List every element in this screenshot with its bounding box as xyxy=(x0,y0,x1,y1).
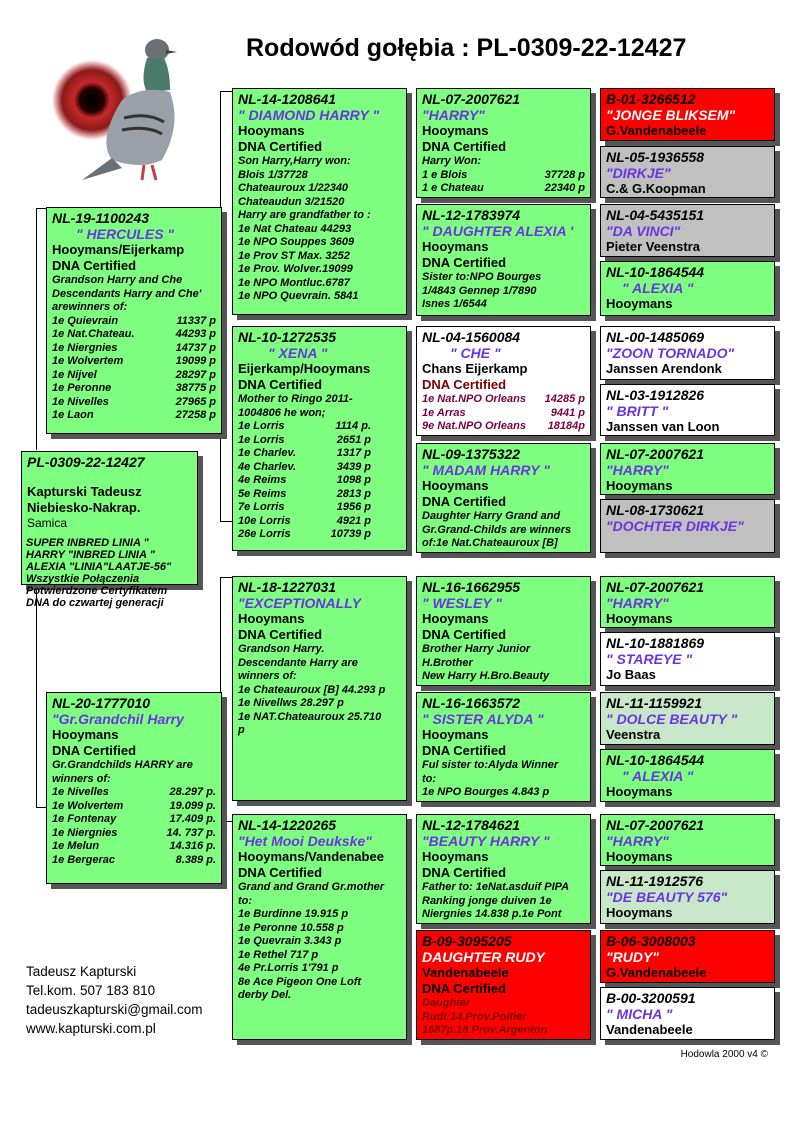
mm-note: 1e Quevrain 3.343 p xyxy=(238,935,342,947)
ff-note: 1e NPO Montluc.6787 xyxy=(238,276,350,289)
mm-note: derby Del. xyxy=(238,989,292,1001)
g4-name: "HARRY" xyxy=(606,595,669,611)
g4-owner: Pieter Veenstra xyxy=(606,239,700,254)
ff-note: Harry are grandfather to : xyxy=(238,209,371,221)
fm-card[interactable] xyxy=(232,326,407,551)
father-note: Descendants Harry and Che' xyxy=(52,287,202,300)
fff-dna: DNA Certified xyxy=(422,139,507,154)
mm-ring: NL-14-1220265 xyxy=(238,817,337,833)
fmm-dna: DNA Certified xyxy=(422,494,507,509)
g4-ring: NL-07-2007621 xyxy=(606,817,705,833)
g4-name: "DIRKJE" xyxy=(606,165,671,181)
g4-ring: NL-10-1881869 xyxy=(606,635,705,651)
mff-note: H.Brother xyxy=(422,656,473,669)
father-result: 1e Peronne 38775 p xyxy=(52,382,216,394)
mf-note: p xyxy=(238,724,245,736)
g4-owner: Hooymans xyxy=(606,849,673,864)
fm-result: 1e Charlev. 1317 p xyxy=(238,447,371,459)
mm-note: 1e Burdinne 19.915 p xyxy=(238,908,349,920)
fmm-owner: Hooymans xyxy=(422,478,489,493)
g4-name: "HARRY" xyxy=(606,833,669,849)
mfm-note: 1e NPO Bourges 4.843 p xyxy=(422,786,550,798)
contact-website[interactable]: www.kapturski.com.pl xyxy=(26,1021,156,1036)
g4-ring: B-01-3266512 xyxy=(606,91,696,107)
g4-owner: Janssen van Loon xyxy=(606,419,720,434)
g4-card[interactable] xyxy=(600,749,775,802)
ff-note: Chateaudun 3/21520 xyxy=(238,195,345,208)
g4-card[interactable] xyxy=(600,204,775,257)
g4-card[interactable] xyxy=(600,870,775,924)
mother-ring: NL-20-1777010 xyxy=(52,695,151,711)
ffm-ring: NL-12-1783974 xyxy=(422,207,521,223)
g4-name: " DOLCE BEAUTY " xyxy=(606,711,738,727)
mmf-ring: NL-12-1784621 xyxy=(422,817,521,833)
g4-owner: Hooymans xyxy=(606,296,673,311)
g4-name: "DE BEAUTY 576" xyxy=(606,889,728,905)
ffm-name: " DAUGHTER ALEXIA ' xyxy=(422,223,574,239)
mmf-note: Father to: 1eNat.asduif PIPA xyxy=(422,881,570,893)
mff-dna: DNA Certified xyxy=(422,627,507,642)
connector xyxy=(36,208,46,209)
mmf-owner: Hooymans xyxy=(422,849,489,864)
ffm-note: 1/4843 Gennep 1/7890 xyxy=(422,284,537,297)
mother-result: 1e Wolvertem 19.099 p. xyxy=(52,799,216,812)
mmm-card[interactable] xyxy=(416,930,591,1040)
footer-version: Hodowla 2000 v4 © xyxy=(680,1049,768,1060)
fff-owner: Hooymans xyxy=(422,123,489,138)
contact-phone: Tel.kom. 507 183 810 xyxy=(26,983,156,998)
mfm-card[interactable] xyxy=(416,692,591,802)
g4-owner: G.Vandenabeele xyxy=(606,123,707,138)
g4-owner: Hooymans xyxy=(606,905,673,920)
father-owner: Hooymans/Eijerkamp xyxy=(52,242,185,257)
subject-ring: PL-0309-22-12427 xyxy=(27,454,145,470)
g4-name: "DOCHTER DIRKJE" xyxy=(606,518,744,534)
father-result: 1e Quievrain 11337 p xyxy=(52,314,216,327)
mother-result: 1e Melun 14.316 p. xyxy=(52,840,216,852)
mother-result: 1e Fontenay 17.409 p. xyxy=(52,813,216,825)
fmf-ring: NL-04-1560084 xyxy=(422,329,521,345)
mmm-note: Rudi:14.Prov.Poitier xyxy=(422,1010,527,1023)
fff-name: "HARRY" xyxy=(422,107,485,123)
fff-result: 1 e Chateau 22340 p xyxy=(422,182,585,194)
father-dna: DNA Certified xyxy=(52,258,137,273)
subject-note: SUPER INBRED LINIA " xyxy=(26,537,149,549)
g4-ring: NL-08-1730621 xyxy=(606,502,705,518)
mother-name: "Gr.Grandchil Harry xyxy=(52,711,184,727)
g4-name: " ALEXIA " xyxy=(622,280,694,296)
g4-ring: NL-10-1864544 xyxy=(606,264,705,280)
g4-ring: NL-07-2007621 xyxy=(606,446,705,462)
g4-ring: NL-10-1864544 xyxy=(606,752,705,768)
father-note: arewinners of: xyxy=(52,301,128,313)
g4-card[interactable] xyxy=(600,88,775,141)
mm-note: 1e Peronne 10.558 p xyxy=(238,921,344,934)
mm-owner: Hooymans/Vandenabee xyxy=(238,849,384,864)
mother-result: 1e Bergerac 8.389 p. xyxy=(52,853,216,866)
mff-note: Brother Harry Junior xyxy=(422,643,531,655)
g4-card[interactable] xyxy=(600,326,775,380)
fff-ring: NL-07-2007621 xyxy=(422,91,521,107)
subject-note: DNA do czwartej generacji xyxy=(26,597,164,609)
g4-owner: Hooymans xyxy=(606,784,673,799)
mm-card[interactable] xyxy=(232,814,407,1040)
fmm-note: Gr.Grand-Childs are winners xyxy=(422,523,572,536)
pigeon-logo xyxy=(52,30,197,190)
mm-note: to: xyxy=(238,894,253,907)
g4-ring: NL-00-1485069 xyxy=(606,329,705,345)
mmf-name: "BEAUTY HARRY " xyxy=(422,833,550,849)
fm-result: 10e Lorris 4921 p xyxy=(238,514,371,527)
g4-name: "ZOON TORNADO" xyxy=(606,345,735,361)
ff-dna: DNA Certified xyxy=(238,139,323,154)
ffm-note: Sister to:NPO Bourges xyxy=(422,271,542,283)
mf-ring: NL-18-1227031 xyxy=(238,579,337,595)
mfm-name: " SISTER ALYDA " xyxy=(422,711,544,727)
ff-note: 1e Prov. Wolver.19099 xyxy=(238,263,353,275)
mf-dna: DNA Certified xyxy=(238,627,323,642)
mmm-name: DAUGHTER RUDY xyxy=(422,949,545,965)
subject-notes xyxy=(26,537,226,609)
page-title: Rodowód gołębia : PL-0309-22-12427 xyxy=(246,34,687,62)
ff-card[interactable] xyxy=(232,88,407,315)
g4-ring: NL-05-1936558 xyxy=(606,149,705,165)
mff-note: New Harry H.Bro.Beauty xyxy=(422,670,550,682)
connector xyxy=(36,807,46,808)
g4-owner: Jo Baas xyxy=(606,667,656,682)
ffm-owner: Hooymans xyxy=(422,239,489,254)
g4-name: " MICHA " xyxy=(606,1006,673,1022)
ffm-card[interactable] xyxy=(416,204,591,316)
ff-note: 1e NPO Souppes 3609 xyxy=(238,236,355,248)
fm-ring: NL-10-1272535 xyxy=(238,329,337,345)
g4-name: " BRITT " xyxy=(606,403,669,419)
g4-ring: NL-03-1912826 xyxy=(606,387,705,403)
fmf-result: 1e Nat.NPO Orleans 14285 p xyxy=(422,393,585,405)
mmm-ring: B-09-3095205 xyxy=(422,933,512,949)
fm-result: 7e Lorris 1956 p xyxy=(238,501,371,513)
ff-note: 1e Prov ST Max. 3252 xyxy=(238,249,350,262)
mmf-dna: DNA Certified xyxy=(422,865,507,880)
fff-result: 1 e Blois 37728 p xyxy=(422,168,585,181)
father-name: " HERCULES " xyxy=(76,226,175,242)
father-result: 1e Niergnies 14737 p xyxy=(52,341,216,354)
g4-card[interactable] xyxy=(600,576,775,628)
ff-note: 1e NPO Quevrain. 5841 xyxy=(238,290,359,302)
g4-owner: Janssen Arendonk xyxy=(606,361,722,376)
fm-note: Mother to Ringo 2011- xyxy=(238,393,353,405)
connector xyxy=(220,91,232,92)
fmf-result: 9e Nat.NPO Orleans 18184p xyxy=(422,420,585,432)
g4-ring: NL-07-2007621 xyxy=(606,579,705,595)
connector xyxy=(36,208,37,450)
ff-note: Blois 1/37728 xyxy=(238,168,308,181)
fmm-card[interactable] xyxy=(416,443,591,553)
g4-name: "RUDY" xyxy=(606,949,659,965)
g4-owner: Hooymans xyxy=(606,478,673,493)
g4-ring: NL-04-5435151 xyxy=(606,207,705,223)
g4-card[interactable] xyxy=(600,987,775,1040)
mmm-note: Daughter xyxy=(422,997,471,1009)
mother-result: 1e Nivelles 28.297 p. xyxy=(52,786,216,798)
g4-name: "HARRY" xyxy=(606,462,669,478)
mmf-note: Ranking jonge duiven 1e xyxy=(422,894,552,907)
mf-note: 1e NAT.Chateauroux 25.710 xyxy=(238,710,382,723)
mff-ring: NL-16-1662955 xyxy=(422,579,521,595)
mother-dna: DNA Certified xyxy=(52,743,137,758)
fff-note: Harry Won: xyxy=(422,155,482,167)
g4-card[interactable] xyxy=(600,930,775,983)
mm-name: "Het Mooi Deukske" xyxy=(238,833,372,849)
g4-owner: Vandenabeele xyxy=(606,1022,693,1037)
mf-note: 1e Nivellws 28.297 p xyxy=(238,697,344,709)
mmf-card[interactable] xyxy=(416,814,591,924)
g4-ring: NL-11-1912576 xyxy=(606,873,704,889)
subject-note: Wszystkie Połączenia xyxy=(26,573,140,585)
mother-owner: Hooymans xyxy=(52,727,119,742)
connector xyxy=(36,585,37,807)
father-ring: NL-19-1100243 xyxy=(52,210,150,226)
mm-note: 1e Rethel 717 p xyxy=(238,948,319,961)
mfm-ring: NL-16-1663572 xyxy=(422,695,521,711)
mm-dna: DNA Certified xyxy=(238,865,323,880)
mfm-note: Ful sister to:Alyda Winner xyxy=(422,759,559,771)
fmf-result: 1e Arras 9441 p xyxy=(422,406,585,419)
mff-owner: Hooymans xyxy=(422,611,489,626)
subject-note: Potwierdzone Certyfikatem xyxy=(26,585,168,597)
fm-result: 4e Reims 1098 p xyxy=(238,474,371,486)
mmf-note: Niergnies 14.838 p.1e Pont xyxy=(422,908,562,920)
father-card[interactable] xyxy=(46,207,222,434)
fm-result: 1e Lorris 2651 p xyxy=(238,433,371,446)
mm-note: 8e Ace Pigeon One Loft xyxy=(238,975,362,988)
g4-name: " ALEXIA " xyxy=(622,768,694,784)
mfm-dna: DNA Certified xyxy=(422,743,507,758)
fm-result: 5e Reims 2813 p xyxy=(238,487,371,500)
g4-ring: B-00-3200591 xyxy=(606,990,696,1006)
g4-card[interactable] xyxy=(600,632,775,686)
g4-owner: C.& G.Koopman xyxy=(606,181,706,196)
contact-block xyxy=(26,962,203,1038)
fmf-dna: DNA Certified xyxy=(422,377,507,392)
mmm-owner: Vandenabeele xyxy=(422,965,509,980)
fm-result: 4e Charlev. 3439 p xyxy=(238,460,371,473)
father-result: 1e Nat.Chateau. 44293 p xyxy=(52,328,216,340)
fm-result: 1e Lorris 1114 p. xyxy=(238,420,371,432)
g4-card[interactable] xyxy=(600,499,775,553)
fm-note: 1004806 he won; xyxy=(238,406,326,419)
mother-card[interactable] xyxy=(46,692,222,884)
fmm-note: Daughter Harry Grand and xyxy=(422,510,561,522)
mm-note: 4e Pr.Lorris 1'791 p xyxy=(238,962,339,974)
ff-note: 1e Nat Chateau 44293 xyxy=(238,222,352,235)
g4-owner: G.Vandenabeele xyxy=(606,965,707,980)
father-result: 1e Nijvel 28297 p xyxy=(52,368,216,381)
g4-owner: Veenstra xyxy=(606,727,661,742)
ffm-note: Isnes 1/6544 xyxy=(422,298,487,310)
father-result: 1e Nivelles 27965 p xyxy=(52,395,216,408)
connector xyxy=(220,521,232,522)
g4-card[interactable] xyxy=(600,384,775,436)
g4-card[interactable] xyxy=(600,692,775,745)
ffm-dna: DNA Certified xyxy=(422,255,507,270)
fmm-name: " MADAM HARRY " xyxy=(422,462,550,478)
mf-note: Descendante Harry are xyxy=(238,656,358,669)
mother-note: Gr.Grandchilds HARRY are xyxy=(52,759,193,771)
mf-card[interactable] xyxy=(232,576,407,801)
fmf-card[interactable] xyxy=(416,326,591,436)
mf-note: Grandson Harry. xyxy=(238,643,325,655)
contact-name: Tadeusz Kapturski xyxy=(26,964,137,979)
fm-owner: Eijerkamp/Hooymans xyxy=(238,361,371,376)
father-note: Grandson Harry and Che xyxy=(52,274,183,286)
mfm-note: to: xyxy=(422,772,437,785)
g4-name: "JONGE BLIKSEM" xyxy=(606,107,736,123)
mfm-owner: Hooymans xyxy=(422,727,489,742)
g4-card[interactable] xyxy=(600,814,775,866)
contact-email[interactable]: tadeuszkapturski@gmail.com xyxy=(26,1002,203,1017)
ff-owner: Hooymans xyxy=(238,123,305,138)
mother-result: 1e Niergnies 14. 737 p. xyxy=(52,826,216,839)
ff-ring: NL-14-1208641 xyxy=(238,91,337,107)
g4-name: "DA VINCI" xyxy=(606,223,681,239)
g4-ring: B-06-3008003 xyxy=(606,933,696,949)
g4-card[interactable] xyxy=(600,443,775,495)
subject-note: HARRY "INBRED LINIA " xyxy=(26,549,155,561)
mf-name: "EXCEPTIONALLY xyxy=(238,595,362,611)
mf-owner: Hooymans xyxy=(238,611,305,626)
g4-card[interactable] xyxy=(600,146,775,198)
g4-ring: NL-11-1159921 xyxy=(606,695,702,711)
fmm-ring: NL-09-1375322 xyxy=(422,446,521,462)
fff-card[interactable] xyxy=(416,88,591,198)
mf-note: 1e Chateauroux [B] 44.293 p xyxy=(238,683,386,696)
mother-note: winners of: xyxy=(52,772,111,785)
father-result: 1e Laon 27258 p xyxy=(52,409,216,421)
fmm-note: of:1e Nat.Chateauroux [B] xyxy=(422,537,558,549)
fm-result: 26e Lorris 10739 p xyxy=(238,528,371,540)
mf-note: winners of: xyxy=(238,670,297,682)
ff-name: " DIAMOND HARRY " xyxy=(238,107,380,123)
mff-name: " WESLEY " xyxy=(422,595,502,611)
mmm-note: 1687p.18.Prov.Argenton xyxy=(422,1024,548,1036)
ff-note: Son Harry,Harry won: xyxy=(238,155,351,167)
g4-owner: Hooymans xyxy=(606,611,673,626)
g4-name: " STAREYE " xyxy=(606,651,693,667)
subject-note: ALEXIA "LINIA"LAATJE-56" xyxy=(26,561,172,573)
subject-sex: Samica xyxy=(27,516,68,530)
g4-card[interactable] xyxy=(600,261,775,316)
mmm-dna: DNA Certified xyxy=(422,981,507,996)
subject-color: Niebiesko-Nakrap. xyxy=(27,500,141,515)
subject-owner: Kapturski Tadeusz xyxy=(27,484,142,499)
mff-card[interactable] xyxy=(416,576,591,686)
fm-name: " XENA " xyxy=(268,345,328,361)
fmf-owner: Chans Eijerkamp xyxy=(422,361,528,376)
mm-note: Grand and Grand Gr.mother xyxy=(238,881,385,893)
fm-dna: DNA Certified xyxy=(238,377,323,392)
father-result: 1e Wolvertem 19099 p xyxy=(52,355,216,367)
ff-note: Chateauroux 1/22340 xyxy=(238,182,349,194)
fmf-name: " CHE " xyxy=(450,345,501,361)
